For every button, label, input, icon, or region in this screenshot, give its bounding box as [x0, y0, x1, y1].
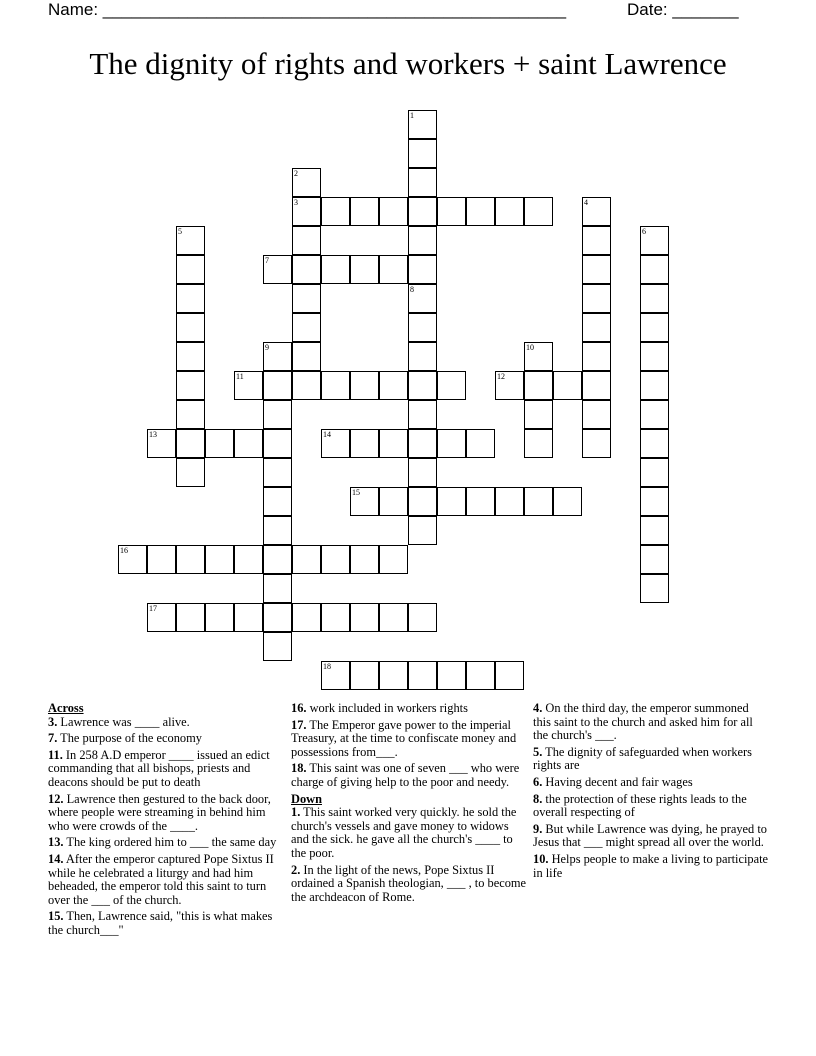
- grid-cell[interactable]: [408, 313, 437, 342]
- clue-text: On the third day, the emperor summoned this saint to the church and asked him for all the church's ___.: [533, 701, 753, 743]
- grid-cell[interactable]: [176, 255, 205, 284]
- grid-cell[interactable]: [234, 545, 263, 574]
- grid-cell[interactable]: [408, 661, 437, 690]
- grid-cell[interactable]: [640, 284, 669, 313]
- grid-cell[interactable]: [379, 487, 408, 516]
- grid-cell[interactable]: [263, 429, 292, 458]
- grid-cell[interactable]: [263, 371, 292, 400]
- grid-cell[interactable]: [582, 429, 611, 458]
- clue-text: the protection of these rights leads to the overall respecting of: [533, 791, 747, 820]
- clue-item: [48, 793, 284, 834]
- grid-cell[interactable]: [350, 545, 379, 574]
- grid-cell[interactable]: [292, 255, 321, 284]
- grid-cell[interactable]: [408, 342, 437, 371]
- grid-cell[interactable]: [524, 342, 553, 371]
- cell-number: 9: [265, 343, 269, 352]
- grid-cell[interactable]: [466, 197, 495, 226]
- clue-item: [533, 793, 769, 820]
- grid-cell[interactable]: [640, 226, 669, 255]
- clue-text: The king ordered him to ___ the same day: [66, 835, 277, 850]
- clue-number: 8.: [533, 791, 543, 806]
- clue-number: 17.: [291, 717, 307, 732]
- grid-cell[interactable]: [582, 313, 611, 342]
- clue-text: This saint was one of seven ___ who were charge of giving help to the poor and needy.: [291, 761, 520, 789]
- grid-cell[interactable]: [292, 342, 321, 371]
- grid-cell[interactable]: [350, 197, 379, 226]
- grid-cell[interactable]: [640, 574, 669, 603]
- cell-number: 3: [294, 198, 298, 207]
- grid-cell[interactable]: [379, 545, 408, 574]
- grid-cell[interactable]: [263, 255, 292, 284]
- grid-cell[interactable]: [234, 603, 263, 632]
- grid-cell[interactable]: [437, 197, 466, 226]
- grid-cell[interactable]: [176, 284, 205, 313]
- grid-cell[interactable]: [379, 661, 408, 690]
- grid-cell[interactable]: [466, 661, 495, 690]
- clue-text: But while Lawrence was dying, he prayed to Jesus that ___ might spread all over the world.: [533, 821, 767, 850]
- grid-cell[interactable]: [408, 255, 437, 284]
- clue-text: work included in workers rights: [309, 701, 468, 715]
- grid-cell[interactable]: [379, 255, 408, 284]
- grid-cell[interactable]: [524, 487, 553, 516]
- grid-cell[interactable]: [582, 371, 611, 400]
- grid-cell[interactable]: [176, 429, 205, 458]
- grid-cell[interactable]: [408, 429, 437, 458]
- grid-cell[interactable]: [176, 400, 205, 429]
- grid-cell[interactable]: [408, 603, 437, 632]
- grid-cell[interactable]: [582, 197, 611, 226]
- clue-number: 12.: [48, 791, 64, 806]
- grid-cell[interactable]: [640, 487, 669, 516]
- grid-cell[interactable]: [263, 516, 292, 545]
- grid-cell[interactable]: [408, 371, 437, 400]
- clues-column-2: [291, 702, 527, 907]
- across-heading: Across: [48, 701, 84, 715]
- clue-text: The dignity of safeguarded when workers rights are: [533, 744, 752, 773]
- clues-column-3: [533, 702, 769, 883]
- grid-cell[interactable]: [408, 516, 437, 545]
- grid-cell[interactable]: [176, 313, 205, 342]
- clue-number: 18.: [291, 761, 307, 776]
- grid-cell[interactable]: [292, 197, 321, 226]
- grid-cell[interactable]: [640, 516, 669, 545]
- grid-cell[interactable]: [640, 429, 669, 458]
- clue-text: The Emperor gave power to the imperial Treasury, at the time to confiscate money and possessions from___.: [291, 717, 517, 759]
- clue-text: Helps people to make a living to participate in life: [533, 851, 769, 880]
- cell-number: 16: [120, 546, 128, 555]
- grid-cell[interactable]: [176, 226, 205, 255]
- grid-cell[interactable]: [350, 371, 379, 400]
- grid-cell[interactable]: [321, 545, 350, 574]
- clue-number: 5.: [533, 744, 543, 759]
- clue-text: Lawrence was ____ alive.: [60, 714, 190, 729]
- grid-cell[interactable]: [234, 429, 263, 458]
- clue-item: [291, 719, 527, 760]
- grid-cell[interactable]: [582, 226, 611, 255]
- grid-cell[interactable]: [408, 110, 437, 139]
- clue-text: This saint worked very quickly. he sold the church's vessels and gave money to widows and the sick. he gave all the church's ____ to the poor.: [291, 805, 517, 860]
- grid-cell[interactable]: [321, 603, 350, 632]
- grid-cell[interactable]: [350, 255, 379, 284]
- clue-number: 1.: [291, 805, 301, 820]
- grid-cell[interactable]: [437, 371, 466, 400]
- grid-cell[interactable]: [350, 603, 379, 632]
- grid-cell[interactable]: [379, 429, 408, 458]
- clue-item: [533, 776, 769, 790]
- clue-number: 15.: [48, 909, 64, 924]
- grid-cell[interactable]: [437, 661, 466, 690]
- grid-cell[interactable]: [118, 545, 147, 574]
- grid-cell[interactable]: [263, 400, 292, 429]
- name-field[interactable]: Name: _________________________________________________: [48, 0, 567, 19]
- grid-cell[interactable]: [292, 603, 321, 632]
- clue-item: [533, 702, 769, 743]
- grid-cell[interactable]: [176, 342, 205, 371]
- cell-number: 12: [497, 372, 505, 381]
- grid-cell[interactable]: [263, 603, 292, 632]
- grid-cell[interactable]: [524, 429, 553, 458]
- grid-cell[interactable]: [408, 168, 437, 197]
- clue-item: [48, 732, 284, 746]
- clue-number: 11.: [48, 747, 63, 762]
- clue-number: 4.: [533, 701, 543, 715]
- grid-cell[interactable]: [205, 545, 234, 574]
- cell-number: 11: [236, 372, 244, 381]
- cell-number: 2: [294, 169, 298, 178]
- clue-item: [48, 716, 284, 730]
- grid-cell[interactable]: [176, 545, 205, 574]
- grid-cell[interactable]: [263, 545, 292, 574]
- grid-cell[interactable]: [582, 342, 611, 371]
- grid-cell[interactable]: [292, 313, 321, 342]
- clue-text: In the light of the news, Pope Sixtus II ordained a Spanish theologian, ___ , to become the archdeacon of Rome.: [291, 862, 527, 904]
- grid-cell[interactable]: [495, 487, 524, 516]
- grid-cell[interactable]: [147, 603, 176, 632]
- cell-number: 6: [642, 227, 646, 236]
- grid-cell[interactable]: [640, 400, 669, 429]
- clue-item: [291, 762, 527, 789]
- grid-cell[interactable]: [263, 632, 292, 661]
- grid-cell[interactable]: [176, 458, 205, 487]
- clue-item: [291, 702, 527, 716]
- grid-cell[interactable]: [495, 197, 524, 226]
- grid-cell[interactable]: [495, 661, 524, 690]
- clue-item: [48, 853, 284, 907]
- grid-cell[interactable]: [263, 342, 292, 371]
- cell-number: 18: [323, 662, 331, 671]
- grid-cell[interactable]: [524, 197, 553, 226]
- grid-cell[interactable]: [408, 458, 437, 487]
- grid-cell[interactable]: [582, 284, 611, 313]
- grid-cell[interactable]: [234, 371, 263, 400]
- grid-cell[interactable]: [495, 371, 524, 400]
- grid-cell[interactable]: [292, 371, 321, 400]
- clue-number: 2.: [291, 862, 301, 877]
- grid-cell[interactable]: [292, 168, 321, 197]
- grid-cell[interactable]: [263, 487, 292, 516]
- grid-cell[interactable]: [321, 429, 350, 458]
- grid-cell[interactable]: [408, 284, 437, 313]
- clue-text: In 258 A.D emperor ____ issued an edict commanding that all bishops, priests and deacons should be put to death: [48, 747, 270, 789]
- grid-cell[interactable]: [147, 429, 176, 458]
- grid-cell[interactable]: [553, 371, 582, 400]
- grid-cell[interactable]: [321, 661, 350, 690]
- grid-cell[interactable]: [379, 197, 408, 226]
- cell-number: 14: [323, 430, 331, 439]
- clue-item: [48, 910, 284, 937]
- clue-number: 10.: [533, 851, 549, 866]
- clue-text: After the emperor captured Pope Sixtus II while he celebrated a liturgy and had him beheaded, the emperor told this saint to turn over the ___ of the church.: [48, 851, 274, 907]
- grid-cell[interactable]: [640, 313, 669, 342]
- grid-cell[interactable]: [292, 545, 321, 574]
- clue-item: [533, 853, 769, 880]
- clues-column-1: [48, 702, 284, 941]
- grid-cell[interactable]: [466, 429, 495, 458]
- grid-cell[interactable]: [263, 458, 292, 487]
- clue-number: 9.: [533, 821, 543, 836]
- cell-number: 1: [410, 111, 414, 120]
- grid-cell[interactable]: [205, 429, 234, 458]
- cell-number: 10: [526, 343, 534, 352]
- grid-cell[interactable]: [640, 255, 669, 284]
- clue-number: 13.: [48, 835, 64, 850]
- grid-cell[interactable]: [408, 487, 437, 516]
- grid-cell[interactable]: [640, 342, 669, 371]
- grid-cell[interactable]: [524, 400, 553, 429]
- clue-item: [291, 864, 527, 905]
- grid-cell[interactable]: [292, 284, 321, 313]
- clue-item: [533, 746, 769, 773]
- grid-cell[interactable]: [321, 371, 350, 400]
- clue-number: 6.: [533, 774, 543, 789]
- grid-cell[interactable]: [582, 255, 611, 284]
- clue-number: 14.: [48, 851, 64, 866]
- grid-cell[interactable]: [408, 139, 437, 168]
- clue-item: [291, 806, 527, 860]
- cell-number: 5: [178, 227, 182, 236]
- grid-cell[interactable]: [379, 371, 408, 400]
- down-heading: Down: [291, 791, 322, 806]
- clue-item: [48, 836, 284, 850]
- grid-cell[interactable]: [466, 487, 495, 516]
- cell-number: 8: [410, 285, 414, 294]
- grid-cell[interactable]: [582, 400, 611, 429]
- clue-text: Having decent and fair wages: [545, 774, 693, 789]
- date-field[interactable]: Date: _______: [627, 0, 739, 19]
- grid-cell[interactable]: [350, 661, 379, 690]
- grid-cell[interactable]: [553, 487, 582, 516]
- grid-cell[interactable]: [437, 487, 466, 516]
- clue-text: Then, Lawrence said, "this is what makes the church___": [48, 909, 273, 937]
- grid-cell[interactable]: [176, 371, 205, 400]
- grid-cell[interactable]: [176, 603, 205, 632]
- cell-number: 17: [149, 604, 157, 613]
- clue-number: 16.: [291, 701, 307, 715]
- grid-cell[interactable]: [640, 545, 669, 574]
- grid-cell[interactable]: [350, 429, 379, 458]
- clue-item: [48, 749, 284, 790]
- cell-number: 15: [352, 488, 360, 497]
- grid-cell[interactable]: [437, 429, 466, 458]
- clue-number: 3.: [48, 714, 58, 729]
- grid-cell[interactable]: [292, 226, 321, 255]
- page-title: The dignity of rights and workers + saint Lawrence: [89, 46, 727, 81]
- grid-cell[interactable]: [640, 371, 669, 400]
- grid-cell[interactable]: [205, 603, 234, 632]
- grid-cell[interactable]: [263, 574, 292, 603]
- cell-number: 4: [584, 198, 588, 207]
- grid-cell[interactable]: [640, 458, 669, 487]
- clue-number: 7.: [48, 731, 58, 746]
- cell-number: 7: [265, 256, 269, 265]
- cell-number: 13: [149, 430, 157, 439]
- clue-text: Lawrence then gestured to the back door, where people were streaming in behind him who were crowds of the ____.: [48, 791, 271, 833]
- grid-cell[interactable]: [350, 487, 379, 516]
- grid-cell[interactable]: [147, 545, 176, 574]
- clue-text: The purpose of the economy: [60, 731, 202, 746]
- grid-cell[interactable]: [321, 197, 350, 226]
- grid-cell[interactable]: [524, 371, 553, 400]
- grid-cell[interactable]: [379, 603, 408, 632]
- grid-cell[interactable]: [408, 400, 437, 429]
- grid-cell[interactable]: [408, 226, 437, 255]
- grid-cell[interactable]: [321, 255, 350, 284]
- clue-item: [533, 823, 769, 850]
- grid-cell[interactable]: [408, 197, 437, 226]
